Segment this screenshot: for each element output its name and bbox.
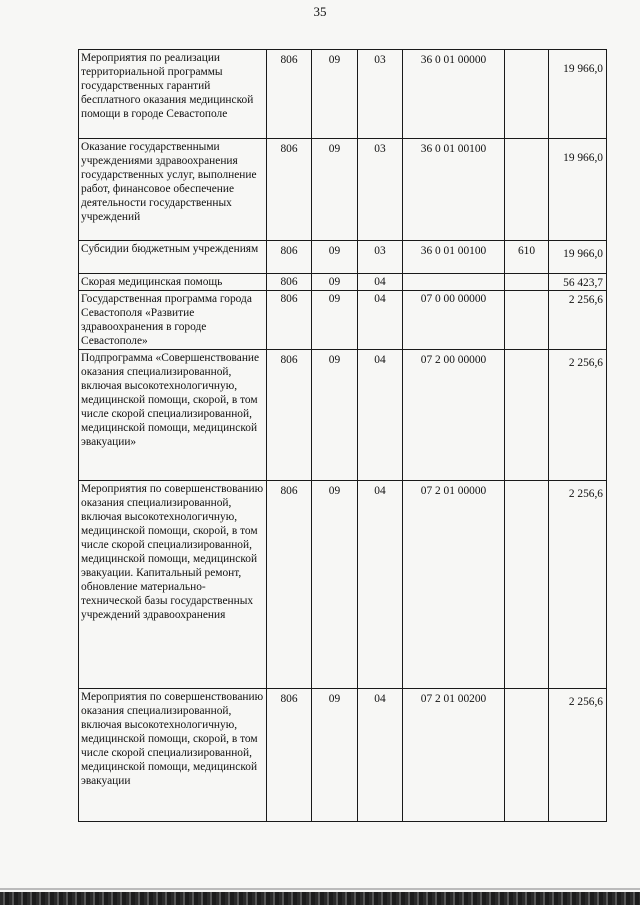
dept-code-cell: 806 [267, 241, 312, 274]
table-row [79, 50, 607, 139]
target-article-cell: 07 0 00 00000 [403, 291, 505, 350]
dept-code-cell: 806 [267, 274, 312, 291]
expense-type-cell [505, 274, 549, 291]
subsection-cell: 04 [358, 689, 403, 822]
dept-code-cell: 806 [267, 481, 312, 689]
table-row [79, 274, 607, 291]
expense-type-cell [505, 481, 549, 689]
section-cell: 09 [312, 689, 358, 822]
table-row [79, 350, 607, 481]
row-name-cell: Скорая медицинская помощь [79, 274, 267, 291]
subsection-cell: 03 [358, 139, 403, 241]
amount-cell: 2 256,6 [549, 689, 607, 822]
row-name-cell: Подпрограмма «Совершенствование оказания специализированной, включая высокотехнологичную, медицинской помощи, скорой, в том числе скорой специализированной, медицинской помощи, медицинской эвакуации» [79, 350, 267, 481]
section-cell: 09 [312, 50, 358, 139]
budget-table [78, 49, 607, 822]
scan-edge-line [0, 888, 640, 890]
expense-type-cell [505, 50, 549, 139]
amount-cell: 2 256,6 [549, 291, 607, 350]
scan-edge-band [0, 892, 640, 905]
subsection-cell: 04 [358, 350, 403, 481]
target-article-cell [403, 274, 505, 291]
amount-cell: 19 966,0 [549, 50, 607, 139]
expense-type-cell [505, 139, 549, 241]
section-cell: 09 [312, 241, 358, 274]
target-article-cell: 36 0 01 00000 [403, 50, 505, 139]
subsection-cell: 03 [358, 50, 403, 139]
subsection-cell: 04 [358, 481, 403, 689]
target-article-cell: 07 2 01 00200 [403, 689, 505, 822]
table-row [79, 689, 607, 822]
amount-cell: 19 966,0 [549, 139, 607, 241]
row-name-cell: Субсидии бюджетным учреждениям [79, 241, 267, 274]
dept-code-cell: 806 [267, 291, 312, 350]
table-row [79, 481, 607, 689]
section-cell: 09 [312, 274, 358, 291]
table-row [79, 291, 607, 350]
page-number: 35 [313, 4, 327, 19]
dept-code-cell: 806 [267, 139, 312, 241]
subsection-cell: 04 [358, 291, 403, 350]
target-article-cell: 36 0 01 00100 [403, 139, 505, 241]
table-row [79, 139, 607, 241]
row-name-cell: Мероприятия по совершенствованию оказания специализированной, включая высокотехнологичную, медицинской помощи, скорой, в том числе скорой специализированной, медицинской помощи, медицинской эвакуации [79, 689, 267, 822]
dept-code-cell: 806 [267, 50, 312, 139]
amount-cell: 2 256,6 [549, 350, 607, 481]
table-row [79, 241, 607, 274]
expense-type-cell [505, 689, 549, 822]
amount-cell: 56 423,7 [549, 274, 607, 291]
expense-type-cell [505, 350, 549, 481]
dept-code-cell: 806 [267, 689, 312, 822]
expense-type-cell [505, 291, 549, 350]
target-article-cell: 07 2 01 00000 [403, 481, 505, 689]
row-name-cell: Мероприятия по реализации территориальной программы государственных гарантий бесплатного оказания медицинской помощи в городе Севастополе [79, 50, 267, 139]
row-name-cell: Мероприятия по совершенствованию оказания специализированной, включая высокотехнологичную, медицинской помощи, скорой, в том числе скорой специализированной, медицинской помощи, медицинской эвакуации. Капитальный ремонт, обновление материально-технической базы государственных учреждений здравоохранения [79, 481, 267, 689]
subsection-cell: 03 [358, 241, 403, 274]
dept-code-cell: 806 [267, 350, 312, 481]
amount-cell: 19 966,0 [549, 241, 607, 274]
section-cell: 09 [312, 350, 358, 481]
row-name-cell: Оказание государственными учреждениями здравоохранения государственных услуг, выполнение работ, финансовое обеспечение деятельности государственных учреждений [79, 139, 267, 241]
section-cell: 09 [312, 139, 358, 241]
target-article-cell: 36 0 01 00100 [403, 241, 505, 274]
target-article-cell: 07 2 00 00000 [403, 350, 505, 481]
row-name-cell: Государственная программа города Севастополя «Развитие здравоохранения в городе Севастополе» [79, 291, 267, 350]
amount-cell: 2 256,6 [549, 481, 607, 689]
subsection-cell: 04 [358, 274, 403, 291]
section-cell: 09 [312, 481, 358, 689]
section-cell: 09 [312, 291, 358, 350]
expense-type-cell: 610 [505, 241, 549, 274]
